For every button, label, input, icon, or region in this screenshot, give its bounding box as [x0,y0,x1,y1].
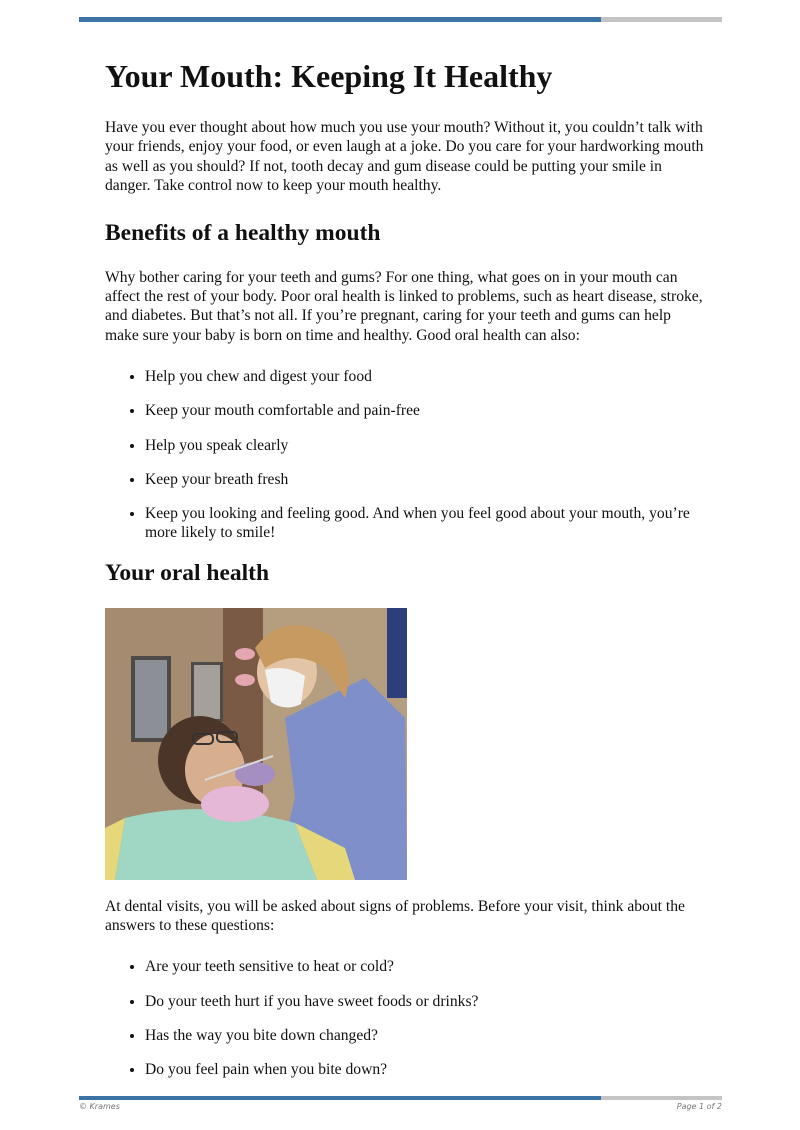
oral-health-paragraph: At dental visits, you will be asked about signs of problems. Before your visit, think about the answers to these questions: [105,897,685,935]
list-item: • Has the way you bite down changed? [145,1026,705,1045]
footer-rule [79,1096,722,1100]
section-heading-benefits: Benefits of a healthy mouth [105,219,381,246]
list-item: • Help you speak clearly [145,436,705,455]
benefits-list [105,367,705,543]
footer-rule-gray [601,1096,722,1100]
intro-paragraph: Have you ever thought about how much you use your mouth? Without it, you couldn’t talk with your friends, enjoy your food, or even laugh at a joke. Do you care for your hardworking mouth as well as you should? If not, tooth decay and gum disease could be putting your smile in danger. Take control now to keep your mouth healthy. [105,119,704,195]
questions-list [105,957,705,1079]
header-rule-blue [79,17,601,22]
page-title: Your Mouth: Keeping It Healthy [105,58,553,94]
list-item: • Keep your mouth comfortable and pain-free [145,401,705,420]
list-item: • Do you feel pain when you bite down? [145,1060,705,1079]
footer-copyright: © Krames [79,1102,120,1111]
list-item: • Are your teeth sensitive to heat or cold? [145,957,705,976]
section-heading-oral-health: Your oral health [105,559,270,586]
document-body [105,56,705,1094]
list-item: • Keep your breath fresh [145,470,705,489]
footer-rule-blue [79,1096,601,1100]
benefits-paragraph: Why bother caring for your teeth and gums? For one thing, what goes on in your mouth can affect the rest of your body. Poor oral health is linked to problems, such as heart disease, stroke, and diabetes. But that’s not all. If you’re pregnant, caring for your teeth and gums can help make sure your baby is born on time and healthy. Good oral health can also: [105,268,703,344]
list-item: • Keep you looking and feeling good. And when you feel good about your mouth, you’re more likely to smile! [145,504,705,543]
dental-visit-photo [105,608,407,880]
header-rule-gray [601,17,722,22]
header-rule [79,17,722,22]
footer-page-number: Page 1 of 2 [676,1102,722,1111]
list-item: • Help you chew and digest your food [145,367,705,386]
list-item: • Do your teeth hurt if you have sweet foods or drinks? [145,992,705,1011]
